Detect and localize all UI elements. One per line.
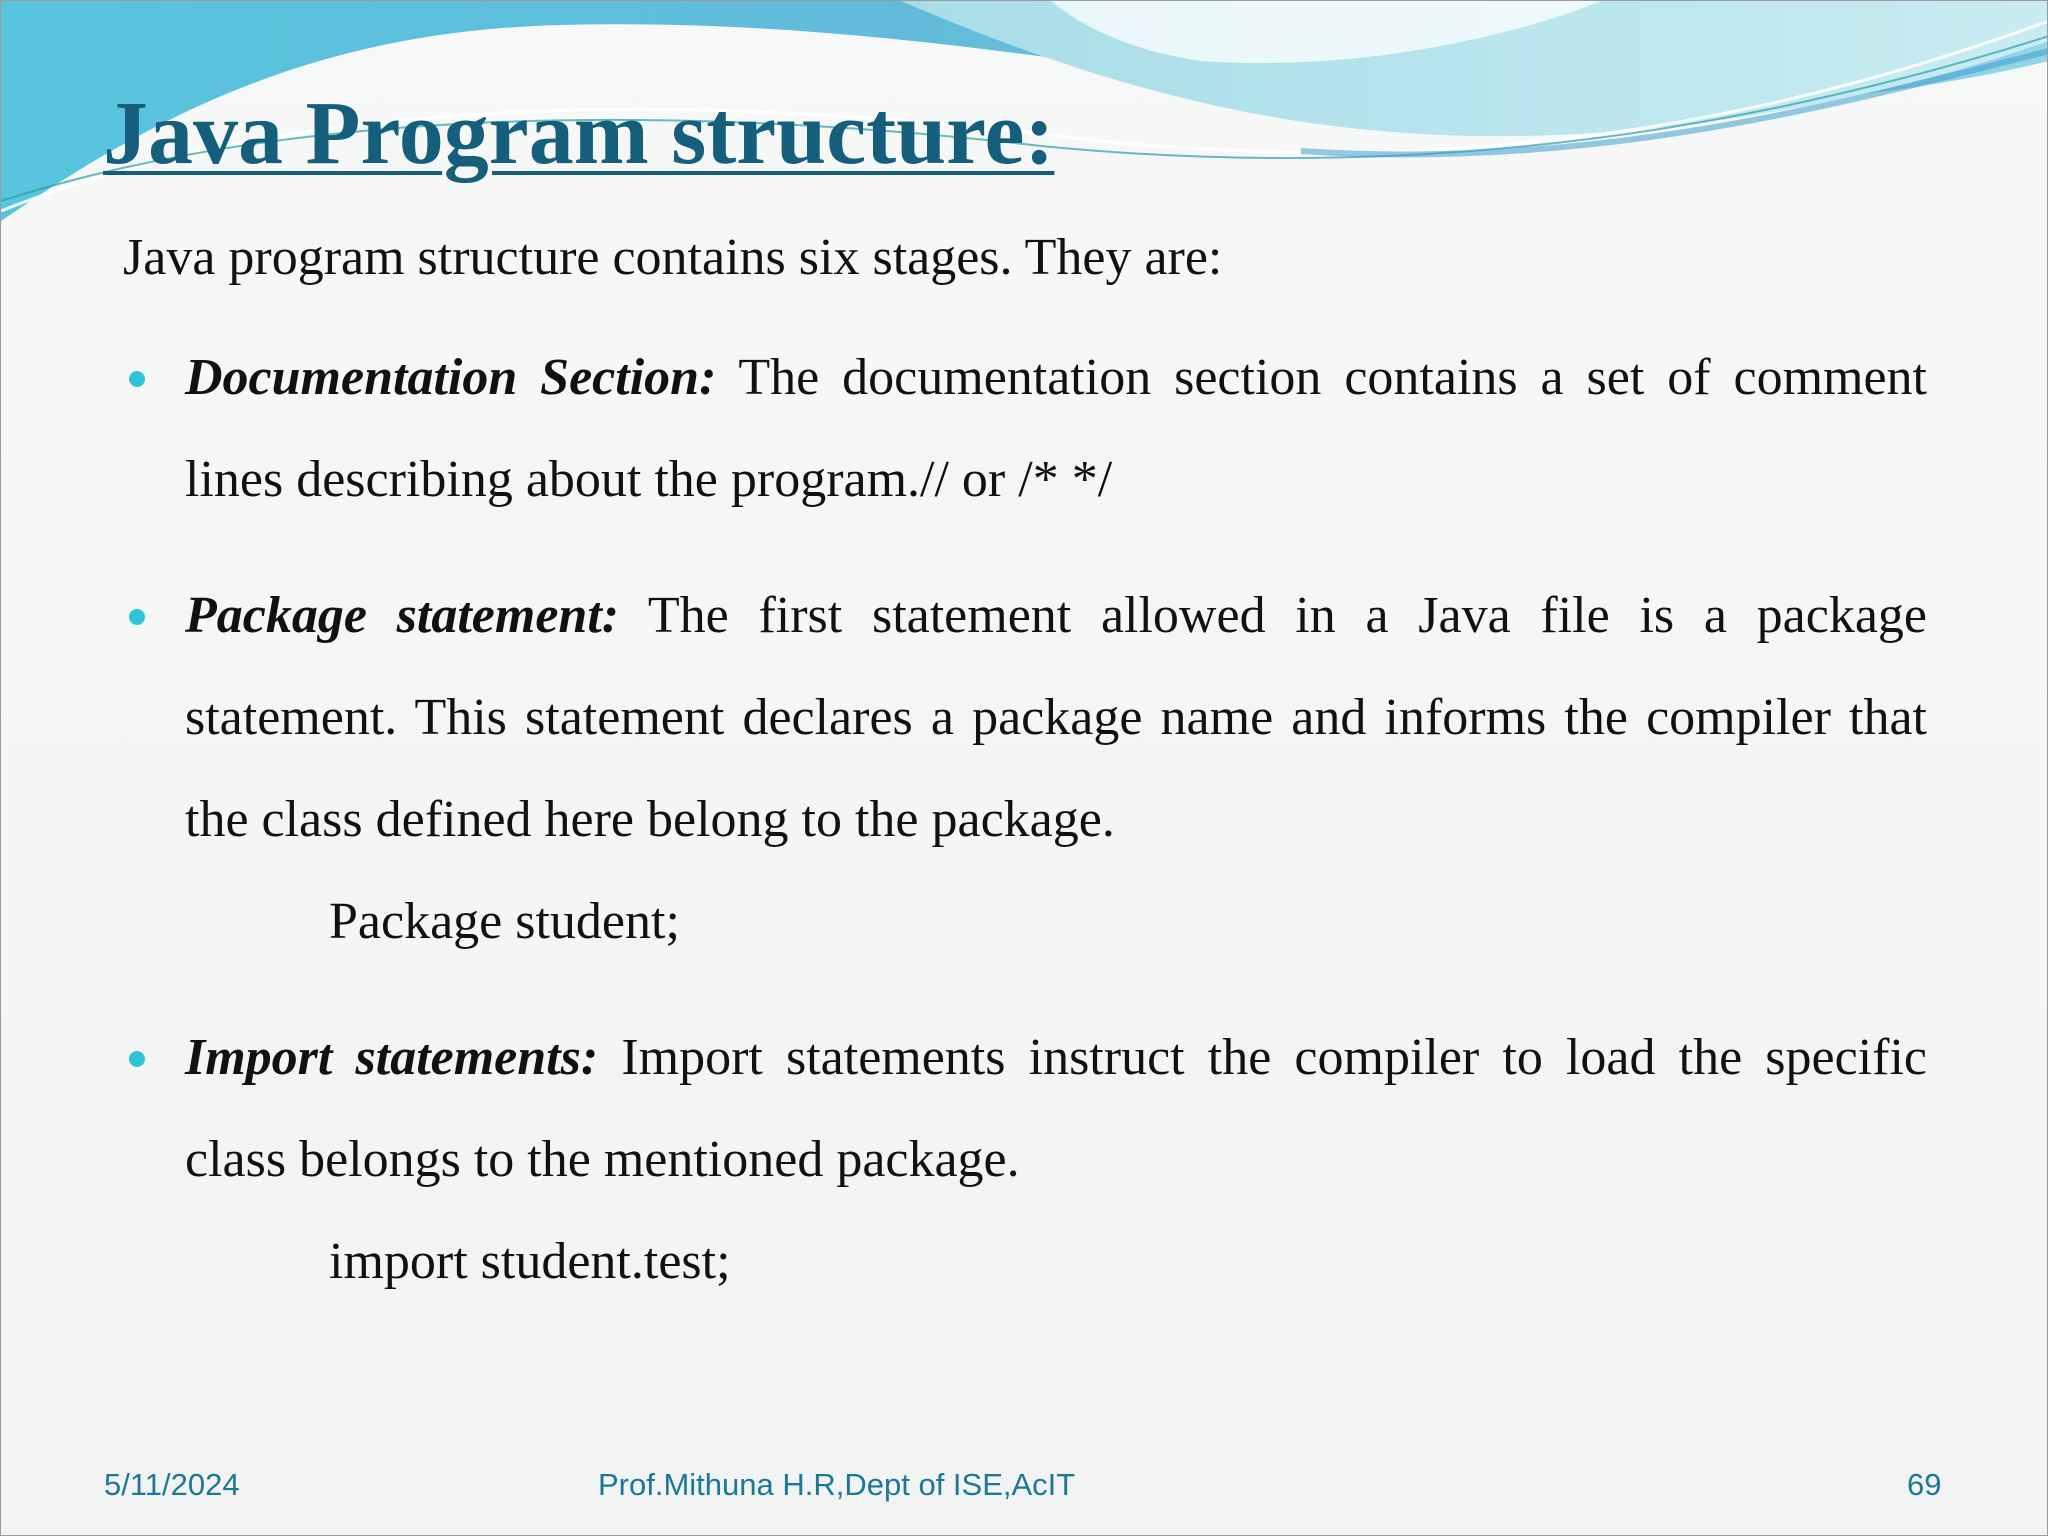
bullet-import-statements	[123, 1007, 1927, 1211]
footer-page-number: 69	[1907, 1467, 1942, 1502]
slide-body	[123, 223, 1927, 1313]
bullet-documentation-section	[123, 327, 1927, 531]
bullet-text: Import statements instruct the compiler to load the specific class belongs to the mentioned package.	[185, 1029, 1927, 1188]
footer-author: Prof.Mithuna H.R,Dept of ISE,AcIT	[598, 1467, 1076, 1502]
import-example: import student.test;	[329, 1233, 731, 1290]
package-example: Package student;	[329, 893, 680, 950]
slide-title: Java Program structure:	[103, 84, 1055, 183]
bullet-term: Package statement:	[185, 587, 620, 644]
bullet-text: The first statement allowed in a Java file is a package statement. This statement declares a package name and informs the compiler that the class defined here belong to the package.	[185, 587, 1927, 848]
intro-text: Java program structure contains six stages. They are:	[123, 229, 1223, 286]
bullet-term: Import statements:	[185, 1029, 599, 1086]
footer-date: 5/11/2024	[104, 1467, 240, 1502]
bullet-icon	[129, 1051, 145, 1067]
bullet-term: Documentation Section:	[185, 349, 717, 406]
bullet-icon	[129, 371, 145, 387]
bullet-package-statement	[123, 565, 1927, 871]
bullet-icon	[129, 609, 145, 625]
bullet-text: The documentation section contains a set of comment lines describing about the program.// or /* */	[185, 349, 1927, 508]
